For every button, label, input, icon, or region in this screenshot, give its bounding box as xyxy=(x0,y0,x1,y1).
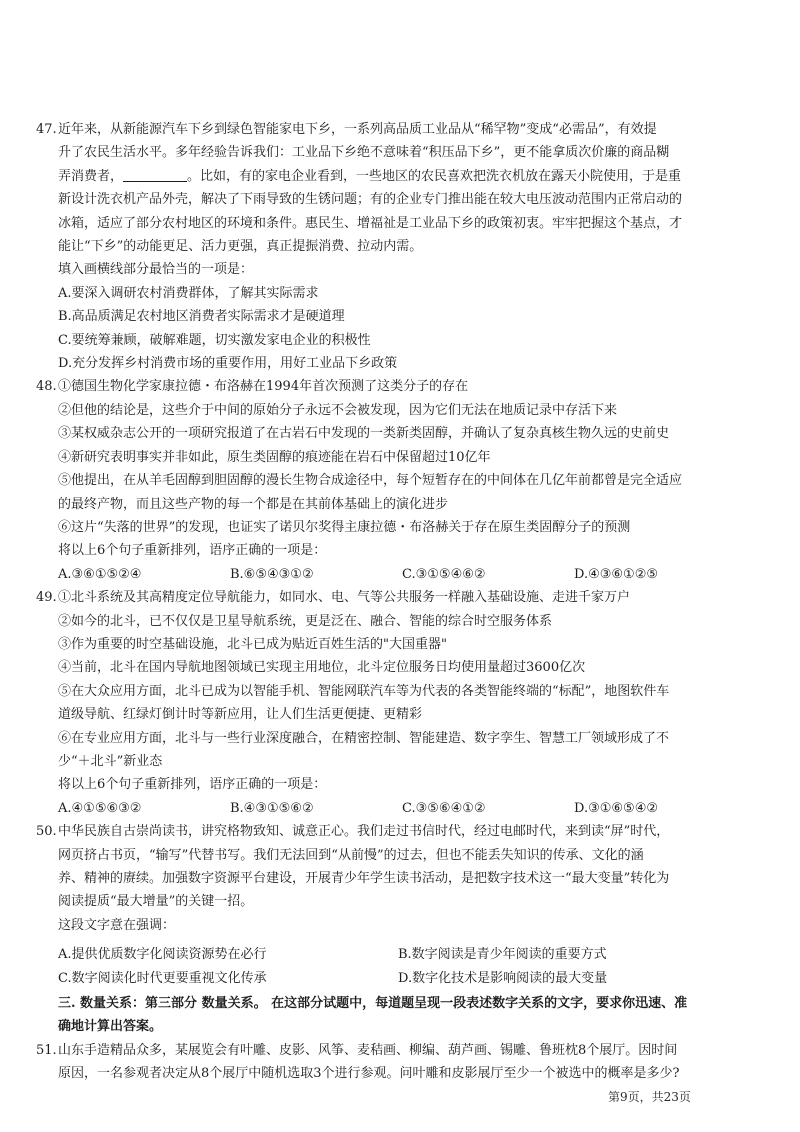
question-text-line: 能让“下乡”的动能更足、活力更强，真正提振消费、拉动内需。 xyxy=(58,239,423,255)
option-b: B.数字阅读是青少年阅读的重要方式 xyxy=(398,947,607,963)
fill-in-blank xyxy=(123,167,187,182)
sentence: ⑥在专业应用方面，北斗与一些行业深度融合，在精密控制、智能建造、数字孪生、智慧工厂领域形成了不 xyxy=(58,730,670,746)
sentence: ④当前，北斗在国内导航地图领域已实现主用地位，北斗定位服务日均使用量超过3600亿次 xyxy=(58,660,586,676)
question-prompt: 将以上6个句子重新排列，语序正确的一项是： xyxy=(58,543,327,559)
sentence: ⑤他提出，在从羊毛固醇到胆固醇的漫长生物合成途径中，每个短暂存在的中间体在几亿年前都曾是完全适应 xyxy=(58,473,683,489)
sentence: ②如今的北斗，已不仅仅是卫星导航系统，更是泛在、融合、智能的综合时空服务体系 xyxy=(58,613,553,629)
question-prompt: 将以上6个句子重新排列，语序正确的一项是： xyxy=(58,777,327,793)
section-heading xyxy=(0,992,800,1039)
option-d: D.充分发挥乡村消费市场的重要作用，用好工业品下乡政策 xyxy=(58,356,398,372)
sentence: ⑤在大众应用方面，北斗已成为以智能手机、智能网联汽车等为代表的各类智能终端的“标配”，地图软件车 xyxy=(58,683,670,699)
option-a: A.要深入调研农村消费群体，了解其实际需求 xyxy=(58,285,319,301)
options-row xyxy=(0,943,800,966)
question-text-line: 养、精神的赓续。加强数字资源平台建设，开展青少年学生读书活动，是把数字技术这一“最大变量”转化为 xyxy=(58,871,670,886)
question-text-line xyxy=(58,165,748,188)
option-a: A.④①⑤⑥③② xyxy=(58,800,142,816)
question-49 xyxy=(0,586,800,797)
section-heading-line: 确地计算出答案。 xyxy=(58,1019,163,1035)
sentence: 少“＋北斗”新业态 xyxy=(58,753,163,769)
question-48 xyxy=(0,375,800,562)
sentence: ⑥这片“失落的世界”的发现，也证实了诺贝尔奖得主康拉德・布洛赫关于存在原生类固醇分子的预测 xyxy=(58,519,631,535)
question-text-line: 原因，一名参观者决定从8个展厅中随机选取3个进行参观。问叶雕和皮影展厅至少一个被选中的概率是多少? xyxy=(58,1066,680,1082)
question-prompt: 这段文字意在强调： xyxy=(58,917,176,933)
sentence: ①北斗系统及其高精度定位导航能力，如同水、电、气等公共服务一样融入基础设施、走进千家万户 xyxy=(58,590,631,606)
sentence: ④新研究表明事实并非如此，原生类固醇的痕迹能在岩石中保留超过10亿年 xyxy=(58,449,491,465)
sentence: 的最终产物，而且这些产物的每一个都是在其前体基础上的演化进步 xyxy=(58,496,449,512)
question-number: 47. xyxy=(36,122,57,137)
question-51 xyxy=(0,1039,800,1086)
question-text-line: 中华民族自古崇尚读书，讲究格物致知、诚意正心。我们走过书信时代，经过电邮时代，来到读“屏”时代， xyxy=(58,824,670,840)
option-c: C.③⑤⑥④①② xyxy=(402,800,486,816)
question-number: 51. xyxy=(36,1042,57,1058)
question-text-line: 阅读提质“最大增量”的关键一招。 xyxy=(58,894,254,910)
sentence: ③某权威杂志公开的一项研究报道了在古岩石中发现的一类新类固醇，并确认了复杂真核生物久远的史前史 xyxy=(58,426,670,442)
question-text-line: 山东手造精品众多，某展览会有叶雕、皮影、风筝、麦秸画、柳编、葫芦画、锡雕、鲁班枕8个展厅。因时间 xyxy=(58,1042,678,1058)
options-row xyxy=(0,797,800,820)
question-text-line: 近年来，从新能源汽车下乡到绿色智能家电下乡，一系列高品质工业品从“稀罕物”变成“必需品”，有效提 xyxy=(58,122,657,137)
option-b: B.高品质满足农村地区消费者实际需求才是硬道理 xyxy=(58,309,345,325)
option-d: D.数字化技术是影响阅读的最大变量 xyxy=(398,970,608,986)
options-row xyxy=(0,967,800,990)
option-b: B.④③①⑤⑥② xyxy=(230,800,314,816)
question-text-line: 升了农民生活水平。多年经验告诉我们：工业品下乡绝不意味着“积压品下乡”，更不能拿质次价廉的商品糊 xyxy=(58,145,670,161)
text-after-blank: 。比如，有的家电企业看到，一些地区的农民喜欢把洗衣机放在露天小院使用，于是重 xyxy=(187,168,682,184)
sentence: ①德国生物化学家康拉德・布洛赫在1994年首次预测了这类分子的存在 xyxy=(58,379,469,395)
question-text-line: 冰箱，适应了部分农村地区的环境和条件。惠民生、增福祉是工业品下乡的政策初衷。牢牢把握这个基点，才 xyxy=(58,215,683,231)
exam-page xyxy=(0,118,800,1086)
option-a: A.③⑥①⑤②④ xyxy=(58,566,142,582)
sentence: 道级导航、红绿灯倒计时等新应用，让人们生活更便捷、更精彩 xyxy=(58,707,423,723)
sentence: ②但他的结论是，这些介于中间的原始分子永远不会被发现，因为它们无法在地质记录中存活下来 xyxy=(58,402,618,418)
question-text-line: 新设计洗衣机产品外壳，解决了下雨导致的生锈问题；有的企业专门推出能在较大电压波动范围内正常启动的 xyxy=(58,192,683,208)
text-before-blank: 弄消费者， xyxy=(58,168,124,184)
option-d: D.④③⑥①②⑤ xyxy=(574,566,659,582)
option-b: B.⑥⑤④③①② xyxy=(230,566,314,582)
options-row xyxy=(0,563,800,586)
question-47 xyxy=(0,118,800,258)
option-d: D.③①⑥⑤④② xyxy=(574,800,659,816)
question-number: 48. xyxy=(36,379,57,395)
option-c: C.③①⑤④⑥② xyxy=(402,566,486,582)
question-prompt: 填入画横线部分最恰当的一项是： xyxy=(58,262,254,278)
question-number: 49. xyxy=(36,590,57,606)
question-50 xyxy=(0,820,800,937)
question-number: 50. xyxy=(36,824,57,840)
page-number: 第9页，共23页 xyxy=(608,1090,691,1104)
section-heading-line: 三. 数量关系：第三部分 数量关系。 在这部分试题中，每道题呈现一段表述数字关系的文字，要求你迅速、准 xyxy=(58,996,688,1012)
option-a: A.提供优质数字化阅读资源势在必行 xyxy=(58,947,267,963)
option-c: C.要统筹兼顾，破解难题，切实激发家电企业的积极性 xyxy=(58,332,371,348)
sentence: ③作为重要的时空基础设施，北斗已成为贴近百姓生活的"大国重器" xyxy=(58,636,447,652)
option-c: C.数字阅读化时代更要重视文化传承 xyxy=(58,970,267,986)
question-text-line: 网页挤占书页，“输写”代替书写。我们无法回到“从前慢”的过去，但也不能丢失知识的传承、文化的涵 xyxy=(58,847,644,863)
